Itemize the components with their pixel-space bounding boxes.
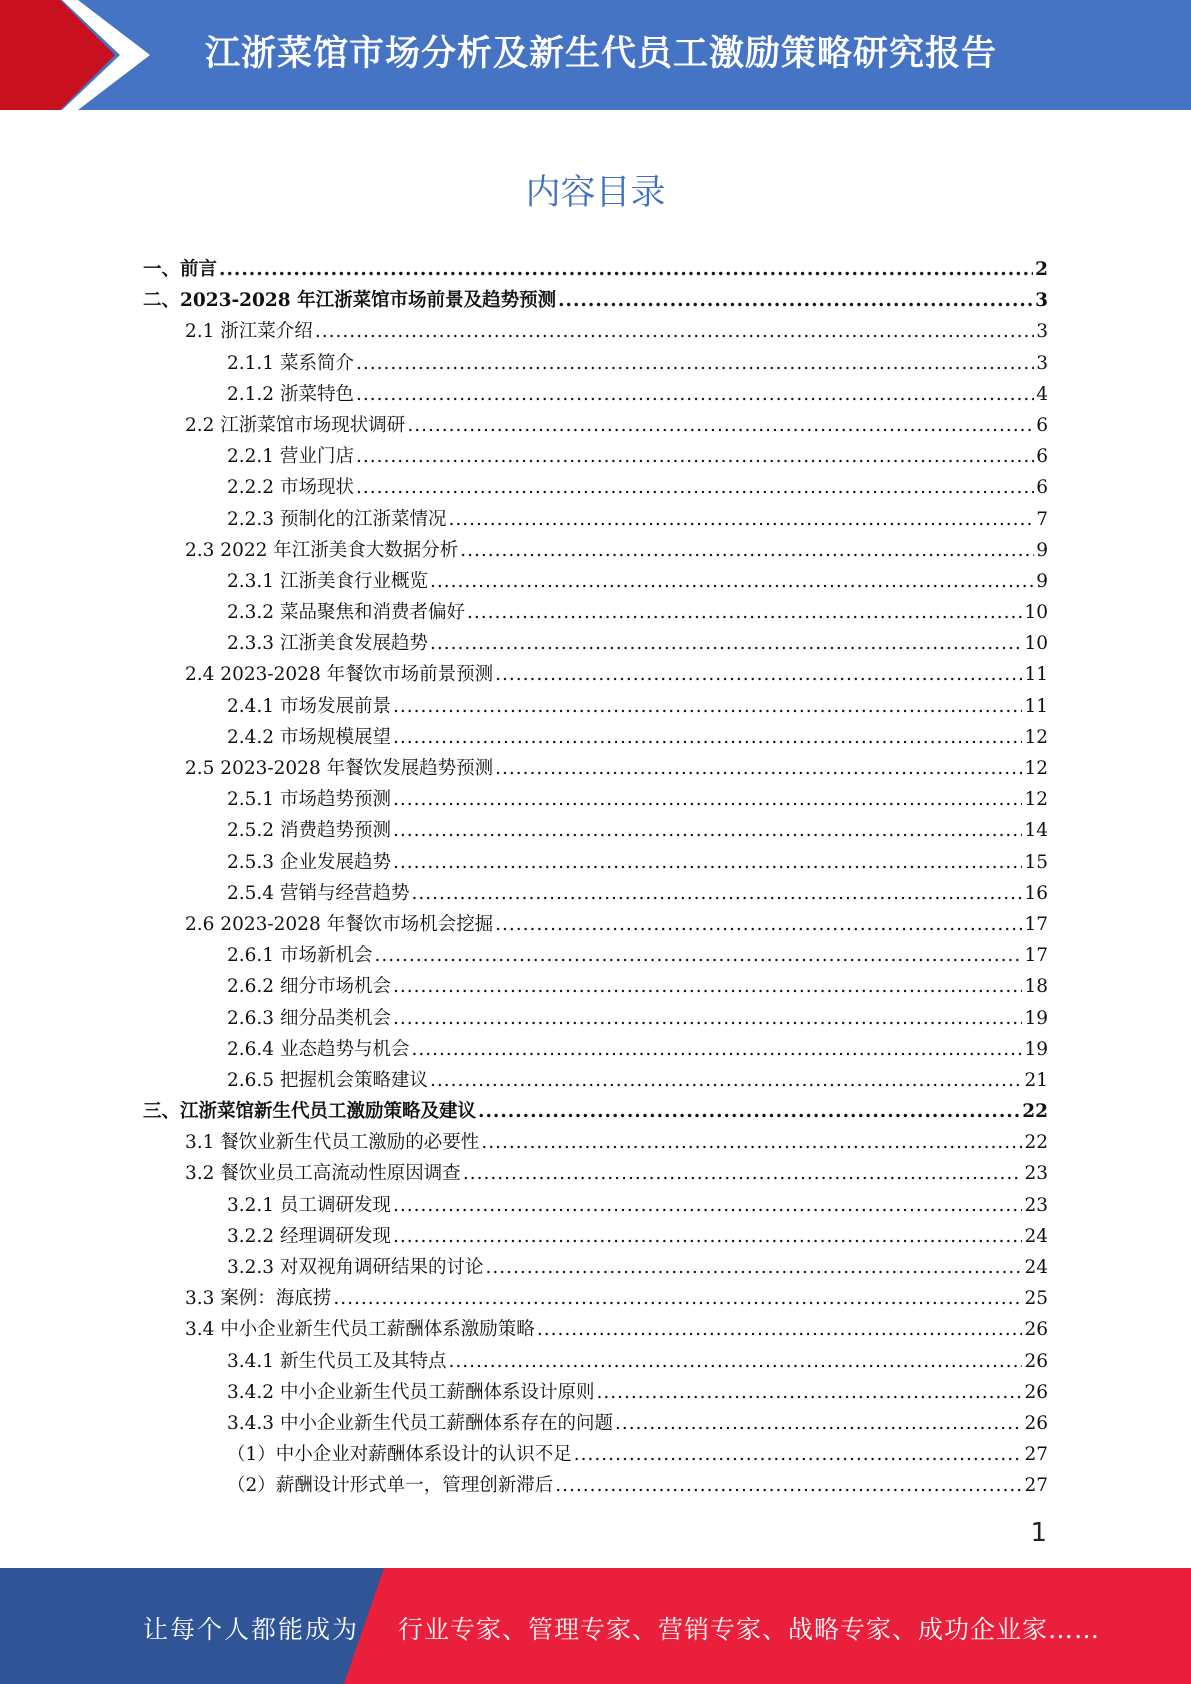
toc-entry[interactable] — [143, 1408, 1048, 1439]
toc-entry[interactable] — [143, 1314, 1048, 1345]
toc-entry[interactable] — [143, 597, 1048, 628]
table-of-contents — [143, 254, 1048, 1502]
toc-dot-leader — [315, 316, 1034, 347]
toc-entry[interactable] — [143, 441, 1048, 472]
toc-dot-leader — [430, 566, 1034, 597]
toc-entry[interactable] — [143, 753, 1048, 784]
toc-entry-page: 11 — [1024, 695, 1048, 717]
toc-entry[interactable] — [143, 971, 1048, 1002]
toc-entry[interactable] — [143, 254, 1048, 285]
toc-dot-leader — [411, 878, 1022, 909]
toc-entry[interactable] — [143, 1252, 1048, 1283]
toc-entry-title: （1）中小企业对薪酬体系设计的认识不足 — [227, 1444, 572, 1466]
toc-entry-page: 17 — [1024, 913, 1048, 935]
toc-entry-page: 26 — [1024, 1350, 1048, 1372]
toc-entry-page: 24 — [1024, 1225, 1048, 1247]
toc-entry-page: 22 — [1024, 1132, 1048, 1154]
toc-dot-leader — [485, 1252, 1022, 1283]
toc-dot-leader — [407, 410, 1034, 441]
toc-entry[interactable] — [143, 379, 1048, 410]
toc-entry-title: 3.2 餐饮业员工高流动性原因调查 — [185, 1163, 461, 1185]
toc-dot-leader — [574, 1439, 1023, 1470]
toc-dot-leader — [467, 597, 1022, 628]
toc-dot-leader — [460, 535, 1034, 566]
toc-entry-page: 6 — [1036, 446, 1048, 468]
toc-dot-leader — [615, 1408, 1022, 1439]
toc-dot-leader — [374, 940, 1022, 971]
toc-entry-page: 3 — [1036, 321, 1048, 343]
toc-dot-leader — [448, 504, 1034, 535]
toc-entry-title: 一、前言 — [143, 259, 218, 280]
toc-entry-page: 12 — [1024, 789, 1048, 811]
toc-entry-title: 2.6.4 业态趋势与机会 — [227, 1038, 410, 1060]
toc-entry-page: 19 — [1024, 1007, 1048, 1029]
toc-entry-page: 10 — [1024, 602, 1048, 624]
toc-entry[interactable] — [143, 1346, 1048, 1377]
toc-entry[interactable] — [143, 1470, 1048, 1501]
toc-entry-page: 10 — [1024, 633, 1048, 655]
toc-entry-page: 12 — [1024, 758, 1048, 779]
toc-entry-title: 2.2 江浙菜馆市场现状调研 — [185, 414, 406, 436]
toc-entry-page: 26 — [1024, 1381, 1048, 1403]
toc-entry-page: 24 — [1024, 1257, 1048, 1278]
toc-dot-leader — [558, 285, 1033, 316]
toc-entry-page: 9 — [1036, 570, 1048, 592]
toc-entry-title: 2.6 2023-2028 年餐饮市场机会挖掘 — [185, 913, 494, 935]
toc-dot-leader — [393, 815, 1022, 846]
toc-entry-page: 7 — [1036, 508, 1048, 530]
toc-dot-leader — [411, 1034, 1022, 1065]
toc-entry[interactable] — [143, 847, 1048, 878]
toc-entry-title: 2.1.2 浙菜特色 — [227, 383, 354, 405]
toc-entry-page: 11 — [1024, 664, 1048, 686]
toc-entry[interactable] — [143, 659, 1048, 690]
toc-entry-title: 3.4.3 中小企业新生代员工薪酬体系存在的问题 — [227, 1412, 613, 1434]
toc-dot-leader — [481, 1127, 1022, 1158]
toc-dot-leader — [495, 753, 1022, 784]
toc-entry-title: 3.4 中小企业新生代员工薪酬体系激励策略 — [185, 1319, 535, 1341]
toc-entry[interactable] — [143, 815, 1048, 846]
toc-dot-leader — [537, 1314, 1023, 1345]
toc-entry-title: 2.6.3 细分品类机会 — [227, 1007, 391, 1029]
footer-banner — [0, 1568, 1191, 1684]
toc-entry-page: 2 — [1035, 259, 1048, 280]
toc-dot-leader — [448, 1346, 1022, 1377]
toc-dot-leader — [393, 971, 1022, 1002]
toc-entry-title: 2.6.5 把握机会策略建议 — [227, 1069, 428, 1091]
toc-dot-leader — [356, 472, 1034, 503]
toc-entry-title: 2.5 2023-2028 年餐饮发展趋势预测 — [185, 758, 494, 779]
toc-entry-title: 2.1 浙江菜介绍 — [185, 321, 313, 343]
toc-entry[interactable] — [143, 1127, 1048, 1158]
toc-entry-title: 2.4.2 市场规模展望 — [227, 726, 391, 748]
toc-entry-title: 2.6.1 市场新机会 — [227, 945, 373, 967]
toc-entry-page: 23 — [1024, 1163, 1048, 1185]
toc-entry-title: 2.5.4 营销与经营趋势 — [227, 882, 410, 904]
toc-entry-title: 三、江浙菜馆新生代员工激励策略及建议 — [143, 1101, 477, 1123]
toc-entry-title: 2.3 2022 年江浙美食大数据分析 — [185, 539, 459, 561]
toc-entry-title: 2.1.1 菜系简介 — [227, 352, 354, 374]
toc-entry[interactable] — [143, 348, 1048, 379]
toc-entry-title: 2.5.3 企业发展趋势 — [227, 851, 391, 873]
toc-entry-page: 26 — [1024, 1412, 1048, 1434]
toc-entry[interactable] — [143, 628, 1048, 659]
toc-entry[interactable] — [143, 535, 1048, 566]
toc-dot-leader — [393, 722, 1022, 753]
toc-entry-page: 6 — [1036, 477, 1048, 499]
toc-entry-page: 4 — [1036, 383, 1048, 405]
toc-entry-title: （2）薪酬设计形式单一，管理创新滞后 — [227, 1475, 554, 1497]
toc-entry-title: 3.4.1 新生代员工及其特点 — [227, 1350, 447, 1372]
toc-entry-title: 2.4 2023-2028 年餐饮市场前景预测 — [185, 664, 494, 686]
toc-entry-title: 2.3.2 菜品聚焦和消费者偏好 — [227, 602, 465, 624]
toc-entry-page: 25 — [1024, 1288, 1048, 1310]
toc-entry-page: 27 — [1024, 1444, 1048, 1466]
toc-entry-title: 2.3.3 江浙美食发展趋势 — [227, 633, 428, 655]
toc-entry[interactable] — [143, 316, 1048, 347]
toc-entry[interactable] — [143, 566, 1048, 597]
toc-entry-page: 18 — [1024, 976, 1048, 998]
toc-entry-page: 22 — [1022, 1101, 1048, 1123]
toc-entry-page: 16 — [1024, 882, 1048, 904]
toc-entry[interactable] — [143, 878, 1048, 909]
toc-entry[interactable] — [143, 1158, 1048, 1189]
toc-entry[interactable] — [143, 1439, 1048, 1470]
page-number: 1 — [1030, 1518, 1047, 1548]
toc-entry-page: 21 — [1024, 1069, 1048, 1091]
toc-dot-leader — [495, 659, 1022, 690]
toc-dot-leader — [393, 691, 1022, 722]
toc-entry[interactable] — [143, 1221, 1048, 1252]
toc-dot-leader — [393, 1221, 1022, 1252]
toc-entry[interactable] — [143, 1034, 1048, 1065]
footer-slogan-left: 让每个人都能成为 — [143, 1615, 360, 1644]
toc-entry-page: 3 — [1036, 352, 1048, 374]
report-title: 江浙菜馆市场分析及新生代员工激励策略研究报告 — [205, 34, 998, 74]
toc-entry[interactable] — [143, 1283, 1048, 1314]
toc-entry[interactable] — [143, 285, 1048, 316]
toc-entry-title: 2.6.2 细分市场机会 — [227, 976, 391, 998]
toc-dot-leader — [495, 909, 1022, 940]
toc-entry-title: 3.4.2 中小企业新生代员工薪酬体系设计原则 — [227, 1381, 595, 1403]
toc-dot-leader — [393, 1190, 1022, 1221]
toc-entry-title: 3.2.2 经理调研发现 — [227, 1225, 391, 1247]
toc-entry-title: 2.5.1 市场趋势预测 — [227, 789, 391, 811]
toc-entry-page: 14 — [1024, 820, 1048, 842]
toc-entry-title: 二、2023-2028 年江浙菜馆市场前景及趋势预测 — [143, 290, 557, 312]
toc-entry[interactable] — [143, 472, 1048, 503]
toc-dot-leader — [219, 254, 1033, 285]
footer-slogan-right: 行业专家、管理专家、营销专家、战略专家、成功企业家…… — [398, 1615, 1101, 1644]
toc-entry[interactable] — [143, 410, 1048, 441]
toc-entry-page: 27 — [1024, 1475, 1048, 1497]
toc-entry-page: 26 — [1024, 1319, 1048, 1341]
toc-entry-title: 3.3 案例：海底捞 — [185, 1288, 332, 1310]
toc-entry-title: 2.2.2 市场现状 — [227, 477, 354, 499]
toc-dot-leader — [356, 441, 1034, 472]
toc-heading: 内容目录 — [525, 173, 666, 213]
toc-entry-page: 6 — [1036, 414, 1048, 436]
toc-entry[interactable] — [143, 1377, 1048, 1408]
toc-entry-page: 9 — [1036, 539, 1048, 561]
toc-entry-page: 3 — [1035, 290, 1048, 312]
toc-entry[interactable] — [143, 784, 1048, 815]
toc-entry[interactable] — [143, 1096, 1048, 1127]
toc-entry[interactable] — [143, 940, 1048, 971]
toc-dot-leader — [478, 1096, 1020, 1127]
toc-entry[interactable] — [143, 909, 1048, 940]
toc-entry-page: 23 — [1024, 1194, 1048, 1216]
toc-dot-leader — [333, 1283, 1022, 1314]
toc-entry[interactable] — [143, 504, 1048, 535]
toc-entry[interactable] — [143, 1065, 1048, 1096]
toc-entry-title: 2.2.3 预制化的江浙菜情况 — [227, 508, 447, 530]
toc-dot-leader — [356, 348, 1034, 379]
toc-dot-leader — [596, 1377, 1022, 1408]
toc-entry-page: 19 — [1024, 1038, 1048, 1060]
toc-entry[interactable] — [143, 1190, 1048, 1221]
toc-entry-title: 3.2.1 员工调研发现 — [227, 1194, 391, 1216]
toc-dot-leader — [430, 1065, 1022, 1096]
toc-entry-page: 17 — [1024, 945, 1048, 967]
toc-entry-title: 3.1 餐饮业新生代员工激励的必要性 — [185, 1132, 480, 1154]
toc-dot-leader — [555, 1470, 1022, 1501]
toc-entry-title: 2.3.1 江浙美食行业概览 — [227, 570, 428, 592]
toc-entry-page: 12 — [1024, 726, 1048, 748]
toc-dot-leader — [393, 784, 1022, 815]
toc-entry[interactable] — [143, 722, 1048, 753]
toc-dot-leader — [356, 379, 1034, 410]
toc-dot-leader — [393, 847, 1022, 878]
toc-entry-page: 15 — [1024, 851, 1048, 873]
report-header-banner — [0, 0, 1191, 110]
toc-dot-leader — [430, 628, 1022, 659]
toc-entry[interactable] — [143, 691, 1048, 722]
toc-entry-title: 2.2.1 营业门店 — [227, 446, 354, 468]
toc-entry[interactable] — [143, 1003, 1048, 1034]
toc-entry-title: 2.4.1 市场发展前景 — [227, 695, 391, 717]
toc-entry-title: 2.5.2 消费趋势预测 — [227, 820, 391, 842]
toc-dot-leader — [393, 1003, 1022, 1034]
toc-dot-leader — [463, 1158, 1023, 1189]
toc-entry-title: 3.2.3 对双视角调研结果的讨论 — [227, 1257, 484, 1278]
